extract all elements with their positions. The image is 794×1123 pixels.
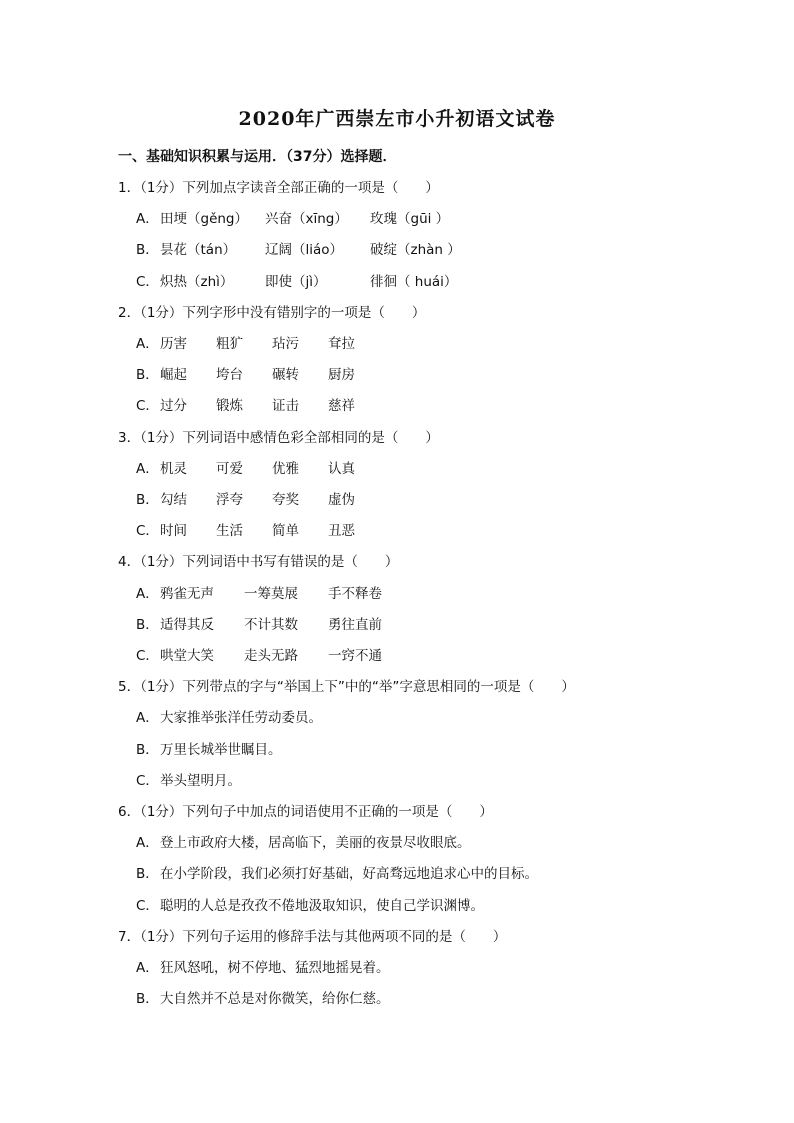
option-row: [136, 831, 471, 851]
option-item: 狂风怒吼，树不停地、猛烈地摇晃着。: [160, 960, 390, 976]
option-letter: A．: [136, 336, 159, 352]
question-stem: 7．（1分）下列句子运用的修辞手法与其他两项不同的是（ ）: [118, 929, 507, 945]
option-item: 锻炼: [216, 398, 243, 414]
option-letter: C．: [136, 773, 159, 789]
option-item: 哄堂大笑: [160, 648, 214, 664]
option-letter: C．: [136, 398, 159, 414]
option-item: 粗犷: [216, 336, 243, 352]
option-item: 厨房: [328, 367, 355, 383]
option-item: 耷拉: [328, 336, 355, 352]
option-item: 即使（jì）: [265, 274, 327, 290]
option-item: 举头望明月。: [160, 773, 241, 789]
option-letter: B．: [136, 367, 159, 383]
option-letter: A．: [136, 710, 159, 726]
option-item: 破绽（zhàn ）: [370, 242, 461, 258]
option-item: 浮夸: [216, 492, 243, 508]
option-item: 可爱: [216, 461, 243, 477]
option-item: 辽阔（liáo）: [265, 242, 344, 258]
option-item: 证击: [272, 398, 299, 414]
option-item: 时间: [160, 523, 187, 539]
exam-title: 2020年广西崇左市小升初语文试卷: [238, 108, 556, 130]
option-letter: A．: [136, 211, 159, 227]
option-item: 适得其反: [160, 617, 214, 633]
option-item: 崛起: [160, 367, 187, 383]
option-letter: A．: [136, 461, 159, 477]
option-letter: A．: [136, 835, 159, 851]
option-item: 一筹莫展: [244, 586, 298, 602]
option-row: [136, 270, 475, 290]
option-row: [136, 613, 412, 633]
option-row: [136, 738, 282, 758]
section-heading: 一、基础知识积累与运用．（37分）选择题．: [118, 149, 397, 165]
question-stem: 4．（1分）下列词语中书写有错误的是（ ）: [118, 554, 399, 570]
option-item: 历害: [160, 336, 187, 352]
option-item: 兴奋（xīng）: [265, 211, 348, 227]
option-row: [136, 207, 475, 227]
option-item: 手不释卷: [328, 586, 382, 602]
option-letter: C．: [136, 898, 159, 914]
option-item: 勾结: [160, 492, 187, 508]
question-stem: 2．（1分）下列字形中没有错别字的一项是（ ）: [118, 305, 426, 321]
option-row: [136, 894, 484, 914]
option-item: 慈祥: [328, 398, 355, 414]
option-row: [136, 488, 384, 508]
option-letter: B．: [136, 492, 159, 508]
option-item: 机灵: [160, 461, 187, 477]
option-item: 不计其数: [244, 617, 298, 633]
question-stem: 3．（1分）下列词语中感情色彩全部相同的是（ ）: [118, 430, 439, 446]
option-row: [136, 956, 390, 976]
option-item: 昙花（tán）: [160, 242, 237, 258]
option-letter: A．: [136, 586, 159, 602]
option-letter: B．: [136, 866, 159, 882]
option-item: 生活: [216, 523, 243, 539]
option-row: [136, 706, 322, 726]
option-item: 丑恶: [328, 523, 355, 539]
option-row: [136, 332, 384, 352]
option-item: 碾转: [272, 367, 299, 383]
option-row: [136, 363, 384, 383]
option-item: 虚伪: [328, 492, 355, 508]
option-letter: C．: [136, 274, 159, 290]
option-letter: C．: [136, 523, 159, 539]
option-item: 在小学阶段，我们必须打好基础，好高骛远地追求心中的目标。: [160, 866, 538, 882]
option-letter: B．: [136, 991, 159, 1007]
option-row: [136, 987, 390, 1007]
option-letter: C．: [136, 648, 159, 664]
option-item: 炽热（zhì）: [160, 274, 234, 290]
option-item: 徘徊（ huái）: [370, 274, 458, 290]
option-letter: B．: [136, 617, 159, 633]
option-letter: B．: [136, 742, 159, 758]
option-item: 登上市政府大楼，居高临下，美丽的夜景尽收眼底。: [160, 835, 471, 851]
option-item: 走头无路: [244, 648, 298, 664]
option-item: 优雅: [272, 461, 299, 477]
option-letter: B．: [136, 242, 159, 258]
option-item: 一窍不通: [328, 648, 382, 664]
option-item: 认真: [328, 461, 355, 477]
question-stem: 1．（1分）下列加点字读音全部正确的一项是（ ）: [118, 180, 439, 196]
option-item: 田埂（gěng）: [160, 211, 249, 227]
option-row: [136, 519, 384, 539]
question-stem: 6．（1分）下列句子中加点的词语使用不正确的一项是（ ）: [118, 804, 493, 820]
option-item: 夸奖: [272, 492, 299, 508]
option-item: 简单: [272, 523, 299, 539]
option-item: 鸦雀无声: [160, 586, 214, 602]
option-row: [136, 644, 412, 664]
option-item: 聪明的人总是孜孜不倦地汲取知识，使自己学识渊博。: [160, 898, 484, 914]
option-row: [136, 769, 241, 789]
option-item: 万里长城举世瞩目。: [160, 742, 282, 758]
option-row: [136, 457, 384, 477]
option-item: 玫瑰（gūi ）: [370, 211, 450, 227]
option-row: [136, 582, 412, 602]
question-stem: 5．（1分）下列带点的字与“举国上下”中的“举”字意思相同的一项是（ ）: [118, 679, 575, 695]
option-row: [136, 238, 475, 258]
option-letter: A．: [136, 960, 159, 976]
option-item: 大家推举张洋任劳动委员。: [160, 710, 322, 726]
option-item: 玷污: [272, 336, 299, 352]
option-item: 大自然并不总是对你微笑，给你仁慈。: [160, 991, 390, 1007]
option-item: 过分: [160, 398, 187, 414]
option-item: 勇往直前: [328, 617, 382, 633]
option-row: [136, 394, 384, 414]
option-row: [136, 862, 538, 882]
option-item: 垮台: [216, 367, 243, 383]
